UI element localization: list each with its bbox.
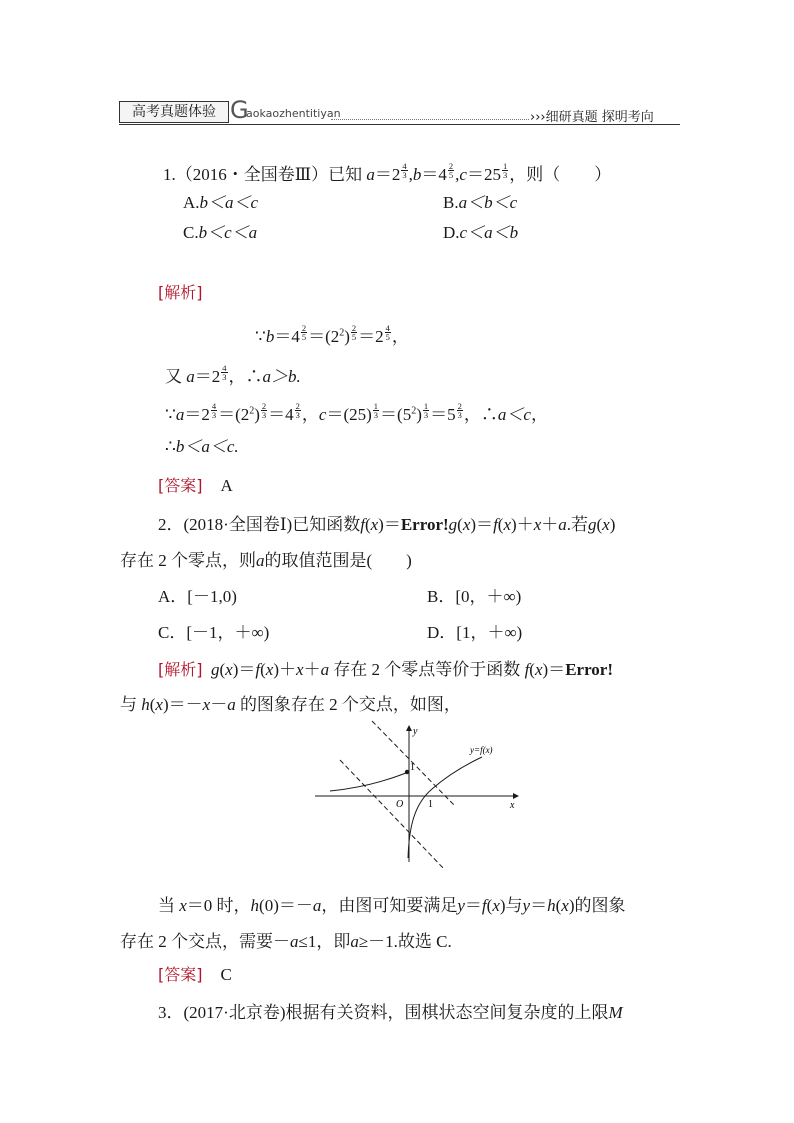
header-arrows: ››› <box>530 110 546 125</box>
math-var: a＞b. <box>262 367 301 386</box>
math-text: ∵ <box>255 327 266 346</box>
frac-num: 4 <box>402 161 407 171</box>
math-var: a＜c <box>497 405 531 424</box>
math-var: f <box>360 515 365 534</box>
math-text: ∴ <box>165 437 176 456</box>
header-romanized-text: aokaozhentitiyan <box>246 107 341 120</box>
math-text: ( <box>364 515 371 534</box>
q1-ask: ，则（ ） <box>509 165 612 184</box>
q1-b-exponent <box>448 162 454 179</box>
math-text: 存在 2 个零点，则 <box>120 551 256 570</box>
math-var: a <box>175 405 185 424</box>
math-var: x <box>265 660 274 679</box>
exponent-frac <box>373 402 379 419</box>
math-text: ＝5 <box>430 405 456 424</box>
math-var: x <box>534 660 543 679</box>
math-text: ( <box>219 660 226 679</box>
frac-den: 3 <box>222 372 227 382</box>
sol1-line3 <box>165 400 548 425</box>
q3-text: 3．(2017·北京卷)根据有关资料，围棋状态空间复杂度的上限 <box>158 1003 609 1022</box>
math-text: ( <box>149 695 156 714</box>
answer-tag: [答案] <box>158 965 203 984</box>
math-var: x <box>296 660 304 679</box>
frac-num: 2 <box>351 323 357 333</box>
header-right-label <box>530 106 654 125</box>
math-text: ＝4 <box>268 405 294 424</box>
math-text: ( <box>555 896 562 915</box>
frac-den: 3 <box>373 410 379 420</box>
math-text: ＝2 <box>194 367 221 386</box>
frac-den: 5 <box>301 332 307 342</box>
q1-a-var: a <box>366 165 375 184</box>
exponent-frac <box>423 402 429 419</box>
answer-tag: [答案] <box>158 476 203 495</box>
frac-num: 2 <box>301 323 307 333</box>
q1-c-exponent <box>502 162 508 179</box>
math-var: a <box>320 660 330 679</box>
math-var: x <box>179 896 187 915</box>
math-text: ( <box>486 896 493 915</box>
sol1-tag: [解析] <box>158 283 203 302</box>
math-var: a <box>312 896 322 915</box>
math-text: ( <box>260 660 266 679</box>
math-var: x <box>462 515 471 534</box>
q3-line1 <box>158 998 623 1023</box>
math-var: y <box>457 896 465 915</box>
y-axis-label: y <box>413 726 418 737</box>
exponent-frac <box>221 364 227 381</box>
answer-value: A <box>220 476 233 495</box>
exponent-frac <box>261 402 267 419</box>
math-text: ， <box>391 327 409 346</box>
frac-den: 5 <box>385 332 390 342</box>
frac-den: 3 <box>295 410 300 420</box>
math-text: ＝2 <box>358 327 384 346</box>
q1-a-eq: ＝2 <box>374 165 401 184</box>
math-var: f <box>493 515 498 534</box>
math-text: )＝－ <box>162 695 203 714</box>
solution-tag: [解析] <box>158 660 203 679</box>
exponent-frac <box>211 402 217 419</box>
math-var: x <box>155 695 163 714</box>
frac-num: 1 <box>502 161 508 171</box>
math-text: 当 <box>158 896 175 915</box>
q2-line2 <box>120 546 412 571</box>
q1-option-b <box>443 188 517 213</box>
math-text: )＝ <box>470 515 494 534</box>
math-var: M <box>608 1003 623 1022</box>
math-var: b <box>265 327 275 346</box>
math-var: a <box>350 932 359 951</box>
q1-option-c <box>183 218 257 243</box>
math-text: ( <box>596 515 603 534</box>
point-0-1 <box>405 770 409 774</box>
math-text: ∵ <box>165 405 176 424</box>
math-var: x <box>202 695 211 714</box>
math-text: )＝ <box>378 515 401 534</box>
math-text: ， <box>301 405 319 424</box>
math-var: f <box>524 660 530 679</box>
exponent-frac <box>301 324 307 341</box>
q1-stem: 1.（2016・全国卷Ⅲ）已知 a＝2 $\frac{4}{3}$ ,b＝4 $\frac{2}{5}$ ,c＝25 $\frac{1}{3}$ ，则（ ） <box>163 161 612 184</box>
sol1-line1 <box>255 322 409 347</box>
frac-num: 1 <box>423 401 429 411</box>
q1-number: 1. <box>163 165 176 184</box>
math-text: ＝(2 <box>218 405 250 424</box>
frac-num: 4 <box>385 323 390 333</box>
function-graph <box>310 720 525 872</box>
math-text: ， <box>530 405 548 424</box>
q2-option-b: B．[0，＋∞) <box>427 587 522 606</box>
q1-a-exponent <box>401 162 407 179</box>
math-var: a <box>256 551 265 570</box>
math-var: a <box>186 367 195 386</box>
math-sup: 2 <box>249 405 255 417</box>
header-initial-letter: G <box>230 96 249 124</box>
x-axis-label: x <box>510 800 515 811</box>
math-text: ( <box>457 515 463 534</box>
math-text: ＝4 <box>274 327 300 346</box>
math-var: x <box>561 896 569 915</box>
math-var: f <box>481 896 487 915</box>
exponent-frac <box>457 402 463 419</box>
math-text: )＋ <box>273 660 297 679</box>
math-text: )＝ <box>232 660 256 679</box>
sol2-line2 <box>120 690 461 715</box>
math-text: 的取值范围是( ) <box>264 551 412 570</box>
math-text: ，∴ <box>228 367 263 386</box>
option-letter: C. <box>183 223 199 242</box>
math-var: x <box>503 515 512 534</box>
ans2 <box>158 962 232 985</box>
error-placeholder: Error! <box>400 515 449 534</box>
math-text: 与 <box>120 695 137 714</box>
q2-option-c: C．[－1，＋∞) <box>158 623 270 642</box>
math-text: ( <box>529 660 535 679</box>
q2-source: 2．(2018·全国卷Ⅰ)已知函数 <box>158 515 361 534</box>
math-var: x <box>492 896 500 915</box>
frac-num: 2 <box>261 401 267 411</box>
math-text: ，由图可知要满足 <box>321 896 458 915</box>
math-text: )与 <box>499 896 523 915</box>
sol2-line1 <box>158 655 613 680</box>
option-letter: B. <box>443 193 459 212</box>
q1-b-eq: ＝4 <box>421 165 447 184</box>
math-text: ＝ <box>530 896 548 915</box>
exponent-frac <box>385 324 391 341</box>
q1-source: （2016・全国卷Ⅲ）已知 <box>175 165 363 184</box>
math-text: ) <box>254 405 260 424</box>
q1-option-a <box>183 188 258 213</box>
q1-b-var: b <box>412 165 422 184</box>
q2-option-a: A．[－1,0) <box>158 587 237 606</box>
math-text: ) <box>416 405 422 424</box>
frac-num: 4 <box>211 401 217 411</box>
math-var: a <box>558 515 567 534</box>
math-text: ＝ <box>464 896 482 915</box>
option-text: b＜c＜a <box>198 223 258 242</box>
header-dotted-rule <box>331 119 529 120</box>
answer-value: C <box>220 965 232 984</box>
curve-label: y=f(x) <box>470 745 493 755</box>
option-text: c＜a＜b <box>459 223 519 242</box>
math-text: － <box>210 695 228 714</box>
x-tick-1: 1 <box>428 799 433 810</box>
frac-num: 2 <box>457 401 462 411</box>
frac-den: 5 <box>351 332 357 342</box>
exp-curve <box>330 773 406 791</box>
math-text: ＋ <box>303 660 321 679</box>
math-text: (0)＝－ <box>259 896 313 915</box>
q2-option-d: D．[1，＋∞) <box>427 623 523 642</box>
math-text: ) <box>344 327 350 346</box>
option-letter: A. <box>183 193 200 212</box>
header-underline <box>119 124 680 125</box>
frac-den: 5 <box>448 170 454 180</box>
math-var: x <box>225 660 233 679</box>
math-text: ＝(5 <box>380 405 412 424</box>
math-text: ，∴ <box>463 405 498 424</box>
math-text: ＝(25) <box>326 405 372 424</box>
math-var: g <box>587 515 597 534</box>
math-text: ＝0 时， <box>186 896 251 915</box>
frac-num: 2 <box>448 161 454 171</box>
math-sup: 2 <box>339 327 345 339</box>
math-var: x <box>602 515 610 534</box>
math-text: 的图象存在 2 个交点，如图， <box>239 695 461 714</box>
math-text: ) <box>609 515 616 534</box>
header-right-text: 细研真题 探明考向 <box>545 110 654 125</box>
frac-num: 2 <box>295 401 300 411</box>
dashed-line-lower <box>340 760 445 870</box>
math-var: h <box>547 896 556 915</box>
q1-option-d <box>443 218 518 243</box>
math-text: )＋ <box>511 515 534 534</box>
math-var: a <box>290 932 299 951</box>
frac-den: 3 <box>457 410 462 420</box>
math-var: h <box>141 695 150 714</box>
math-var: y <box>522 896 531 915</box>
frac-den: 3 <box>402 170 407 180</box>
y-tick-1: 1 <box>410 762 415 773</box>
math-text: ≤1，即 <box>298 932 351 951</box>
option-letter: D. <box>443 223 460 242</box>
math-text: .若 <box>566 515 588 534</box>
ans1 <box>158 473 233 496</box>
math-var: a <box>227 695 236 714</box>
q1-c-eq: ＝25 <box>466 165 501 184</box>
math-var: g <box>448 515 458 534</box>
math-text: ( <box>497 515 504 534</box>
q1-c-var: c <box>459 165 467 184</box>
math-text: ＋ <box>541 515 559 534</box>
frac-den: 3 <box>211 410 217 420</box>
math-text: )的图象 <box>568 896 626 915</box>
section-header-box: 高考真题体验 <box>119 101 229 123</box>
math-text: 又 <box>165 367 182 386</box>
error-placeholder: Error! <box>565 660 614 679</box>
frac-num: 4 <box>222 363 227 373</box>
frac-num: 1 <box>373 401 379 411</box>
math-var: x <box>370 515 379 534</box>
frac-den: 3 <box>423 410 429 420</box>
math-var: x <box>533 515 542 534</box>
math-var: c <box>318 405 327 424</box>
math-var: h <box>250 896 260 915</box>
sol1-line4 <box>165 432 239 457</box>
math-text: 存在 2 个零点等价于函数 <box>333 660 521 679</box>
math-text: ＝2 <box>184 405 210 424</box>
frac-den: 3 <box>261 410 267 420</box>
math-var: b＜a＜c. <box>175 437 239 456</box>
math-text: ≥－1.故选 C. <box>358 932 452 951</box>
sol2-line3 <box>158 891 625 916</box>
math-text: 存在 2 个交点，需要－ <box>120 932 290 951</box>
math-var: f <box>255 660 261 679</box>
math-sup: 2 <box>411 405 417 417</box>
sol1-line2 <box>165 362 301 387</box>
frac-den: 3 <box>502 170 508 180</box>
option-text: a＜b＜c <box>458 193 518 212</box>
math-var: g <box>211 660 220 679</box>
option-text: b＜a＜c <box>199 193 259 212</box>
origin-label: O <box>396 799 404 810</box>
math-text: ＝(2 <box>308 327 340 346</box>
sol2-line4 <box>120 927 452 952</box>
exponent-frac <box>295 402 301 419</box>
math-text: )＝ <box>542 660 566 679</box>
exponent-frac <box>351 324 357 341</box>
q2-line1 <box>158 510 615 535</box>
